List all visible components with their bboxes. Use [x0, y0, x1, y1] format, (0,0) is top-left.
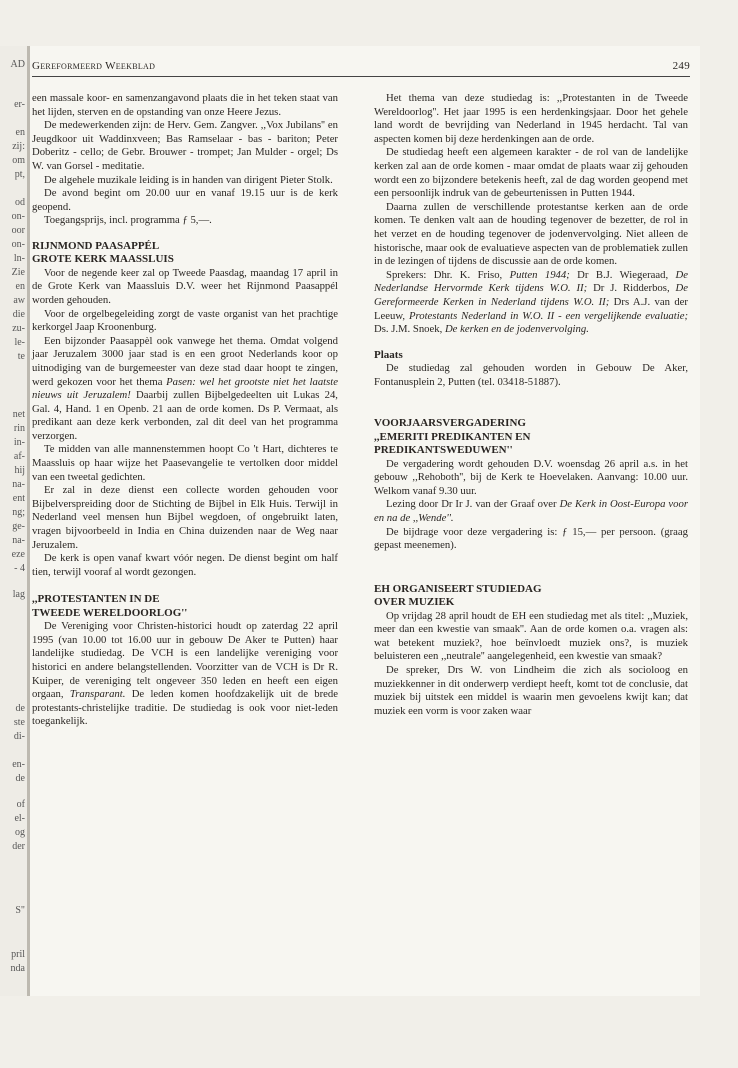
margin-fragment: of [16, 799, 25, 810]
paragraph [374, 498, 688, 525]
margin-fragment: ste [13, 717, 25, 728]
margin-fragment: og [15, 827, 25, 838]
margin-fragment: af- [13, 451, 25, 462]
lecture-title: De kerken en de jodenvervolging. [444, 323, 589, 336]
text-run: Dr J. Ridderbos, [587, 282, 676, 295]
paragraph: een massale koor- en samenzangavond plaats die in het teken staat van het lijden, sterven en de opstanding van onze Heere Jezus. [32, 92, 338, 118]
margin-fragment: nda [10, 963, 25, 974]
margin-fragment: pt, [14, 169, 25, 180]
margin-fragment: na- [12, 535, 25, 546]
margin-fragment: net [12, 409, 25, 420]
paragraph: De spreker, Drs W. von Lindheim die zich als socioloog en muziekkenner in dit onderwerp verdiept heeft, komt tot de conclusie, dat muziek bij uitstek een middel is waarin men gevoelens kwijt kan; dat muziek een vorm is voor zaken waar [374, 664, 688, 717]
margin-fragment: er- [14, 99, 25, 110]
margin-fragment: ng; [12, 507, 25, 518]
paragraph: Het thema van deze studiedag is: ,,Protestanten in de Tweede Wereldoorlog''. Het jaar 1995 is een herdenkingsjaar. Door het gehele land wordt de bevrijding van Nederland in 1945 herdacht. Tal van aspecten komen bij deze herdenkingen aan de orde. [374, 92, 688, 145]
text-run: Drs A.J. van der Leeuw, [374, 295, 688, 322]
margin-fragment: le- [14, 337, 25, 348]
margin-fragment: om [12, 155, 25, 166]
margin-fragment: eze [11, 549, 25, 560]
text-run: De Vereniging voor Christen-historici houdt op zaterdag 22 april 1995 (van 10.00 tot 16.00 uur in gebouw De Aker te Putten) haar landelijke studiedag. De VCH is een landelijke vereniging voor historici en andere belangstellenden. Voorzitter van de VCH is Dr R. Kuiper, de vereniging telt ongeveer 350 leden en heeft een eigen orgaan, [32, 620, 338, 701]
heading-line: TWEEDE WERELDOORLOG'' [32, 606, 188, 619]
margin-fragment: di- [13, 731, 25, 742]
margin-fragment: de [15, 773, 25, 784]
paragraph: De avond begint om 20.00 uur en vanaf 19.15 uur is de kerk geopend. [32, 187, 338, 213]
paragraph: De bijdrage voor deze vergadering is: ƒ 15,— per persoon. (graag gepast meenemen). [374, 525, 688, 552]
margin-fragment: od [15, 197, 25, 208]
speakers-paragraph [374, 269, 688, 337]
margin-fragment: en- [12, 759, 25, 770]
margin-fragment: - 4 [14, 563, 25, 574]
text-run: Een bijzonder Paasappèl ook vanwege het thema. Omdat volgend jaar Jeruzalem 3000 jaar stad is en een groot Nederlands koor op uitnodiging van de burgemeester van deze stad daar hoopt te zingen, werd gekozen voor het thema [32, 334, 338, 388]
article-heading [374, 583, 688, 610]
paragraph: Te midden van alle mannenstemmen hoopt Co 't Hart, dichteres te Maassluis op haar wijze het Paasevangelie te vertolken door middel van een tweetal gedichten. [32, 443, 338, 483]
paragraph: Toegangsprijs, incl. programma ƒ 5,—. [44, 214, 212, 227]
margin-fragment: AD [10, 59, 25, 70]
margin-fragment: oor [11, 225, 25, 236]
paragraph: Er zal in deze dienst een collecte worden gehouden voor Bijbelverspreiding door de Stichting de Bijbel in Elk Huis. Terwijl in Nederland veel mensen hun Bijbel wegdoen, of ongebruikt laten, vragen bijvoorbeeld in India en China duizenden naar de Weg naar Jeruzalem. [32, 484, 338, 551]
heading-line: ,,EMERITI PREDIKANTEN EN [374, 430, 531, 443]
margin-fragment: die [12, 309, 25, 320]
margin-fragment: Zie [11, 267, 25, 278]
margin-fragment: der [12, 841, 25, 852]
margin-fragment: S" [15, 905, 25, 916]
header-rule [32, 76, 690, 77]
margin-fragment: zij: [12, 141, 25, 152]
subheading: Plaats [374, 348, 403, 361]
magazine-page [30, 46, 700, 996]
heading-line: VOORJAARSVERGADERING [374, 417, 526, 430]
margin-fragment: ln- [13, 253, 25, 264]
paragraph: De vergadering wordt gehouden D.V. woensdag 26 april a.s. in het gebouw ,,Rehoboth'', bij de Kerk te Hoevelaken. Aanvang: 10.00 uur. Welkom vanaf 9.30 uur. [374, 457, 688, 497]
margin-fragment: de [15, 703, 25, 714]
text-run: De leden komen hoofdzakelijk uit de brede protestants-christelijke traditie. De studiedag is ook voor niet-leden toegankelijk. [32, 688, 339, 728]
lecture-title: De Gereformeerde Kerken in Nederland tijdens W.O. II; [374, 282, 688, 308]
margin-fragment: on- [11, 239, 25, 250]
paragraph: Voor de negende keer zal op Tweede Paasdag, maandag 17 april in de Grote Kerk van Maassluis D.V. weer het Rijnmond Paasappél worden gehouden. [32, 266, 338, 306]
page-number: 249 [672, 60, 690, 72]
text-run: Dr B.J. Wiegeraad, [569, 268, 676, 281]
lecture-title: De Kerk in Oost-Europa voor en na de ,,Wende''. [374, 498, 688, 525]
heading-line: RIJNMOND PAASAPPÉL [32, 239, 160, 252]
article-heading [32, 593, 338, 620]
running-header [32, 60, 690, 72]
journal-title: Transparant. [69, 688, 126, 701]
text-run: Lezing door Dr Ir J. van der Graaf over [386, 498, 560, 511]
paragraph: De kerk is open vanaf kwart vóór negen. De dienst begint om half tien, terwijl vooraf al wordt gezongen. [32, 552, 338, 578]
lecture-title: De Nederlandse Hervormde Kerk tijdens W.O. II; [374, 268, 688, 295]
heading-line: GROTE KERK MAASSLUIS [32, 253, 174, 266]
paragraph [32, 620, 338, 729]
margin-fragment: zu- [12, 323, 25, 334]
paragraph: Op vrijdag 28 april houdt de EH een studiedag met als titel: ,,Muziek, meer dan een kwestie van smaak''. Aan de orde komen o.a. vragen als: wat betekent muziek?, hoe beïnvloedt muziek ons?, is muziek beluisteren een ,,neutrale'' aangelegenheid, een kwestie van smaak? [374, 609, 688, 663]
lecture-title: Putten 1944; [509, 268, 570, 281]
article-heading [32, 240, 338, 267]
margin-fragment: ge- [12, 521, 25, 532]
margin-fragment: ent [12, 493, 25, 504]
paragraph: De medewerkenden zijn: de Herv. Gem. Zangver. ,,Vox Jubilans'' en Jeugdkoor uit Waddinxveen; Bas Ramselaar - bas - bariton; Peter Doberitz - cello; de Gebr. Brouwer - trompet; Jan Mulder - orgel; Ds W. van Gorsel - meditatie. [32, 119, 338, 172]
paragraph: Daarna zullen de verschillende protestantse kerken aan de orde komen. Te denken valt aan de houding tegenover de bezetter, de rol in het verzet en de houding tegenover de jodenvervolging. Niet alleen de historische, maar ook de evaluatieve aspecten van de problematiek zullen in de lezingen of tijdens de discussie aan de orde komen. [374, 200, 688, 268]
lecture-title: Protestants Nederland in W.O. II - een vergelijkende evaluatie; [408, 309, 689, 322]
text-run: Ds. J.M. Snoek, [374, 323, 445, 336]
heading-line: ,,PROTESTANTEN IN DE [32, 593, 160, 606]
text-run: Daarbij zullen Bijbelgedeelten uit Lukas 24, Gal. 4, Hand. 1 en Openb. 21 aan de orde komen. Ds P. Vermaat, als predikant aan deze kerk verbonden, zal dit deel van het programma verzorgen. [32, 389, 338, 442]
margin-fragment: hij [14, 465, 25, 476]
margin-fragment: pril [11, 949, 25, 960]
paragraph [32, 335, 338, 444]
right-column [374, 92, 688, 718]
margin-fragment: te [17, 351, 25, 362]
margin-fragment: in- [13, 437, 25, 448]
paragraph: De studiedag heeft een algemeen karakter - de rol van de landelijke kerken zal aan de orde komen - maar omdat de plaats waar zij gehouden wordt een zo bijzondere betekenis heeft, zal de dag worden geopend met een persoonlijk indruk van de gebeurtenissen in Putten 1944. [374, 146, 688, 200]
text-run: Sprekers: Dhr. K. Friso, [386, 268, 510, 281]
article-heading [374, 417, 688, 457]
margin-fragment: en [15, 281, 25, 292]
heading-line: EH ORGANISEERT STUDIEDAG [374, 582, 542, 595]
margin-fragment: en [15, 127, 25, 138]
theme-title: Pasen: wel het grootste niet het laatste nieuws uit Jeruzalem! [32, 375, 339, 402]
heading-line: PREDIKANTSWEDUWEN'' [374, 444, 513, 457]
paragraph: De algehele muzikale leiding is in handen van dirigent Pieter Stolk. [44, 173, 333, 186]
margin-fragment: aw [13, 295, 25, 306]
paragraph: Voor de orgelbegeleiding zorgt de vaste organist van het prachtige kerkorgel Jaap Kroonenburg. [32, 307, 338, 334]
margin-fragment: na- [12, 479, 25, 490]
heading-line: OVER MUZIEK [374, 596, 455, 609]
left-column [32, 92, 338, 729]
paragraph: De studiedag zal gehouden worden in Gebouw De Aker, Fontanusplein 2, Putten (tel. 03418-51887). [374, 362, 688, 388]
margin-fragment: lag [12, 589, 25, 600]
magazine-name: Gereformeerd Weekblad [32, 60, 156, 72]
margin-fragment: el- [14, 813, 25, 824]
margin-fragment: rin [13, 423, 25, 434]
previous-page-edge [0, 46, 27, 996]
margin-fragment: on- [11, 211, 25, 222]
